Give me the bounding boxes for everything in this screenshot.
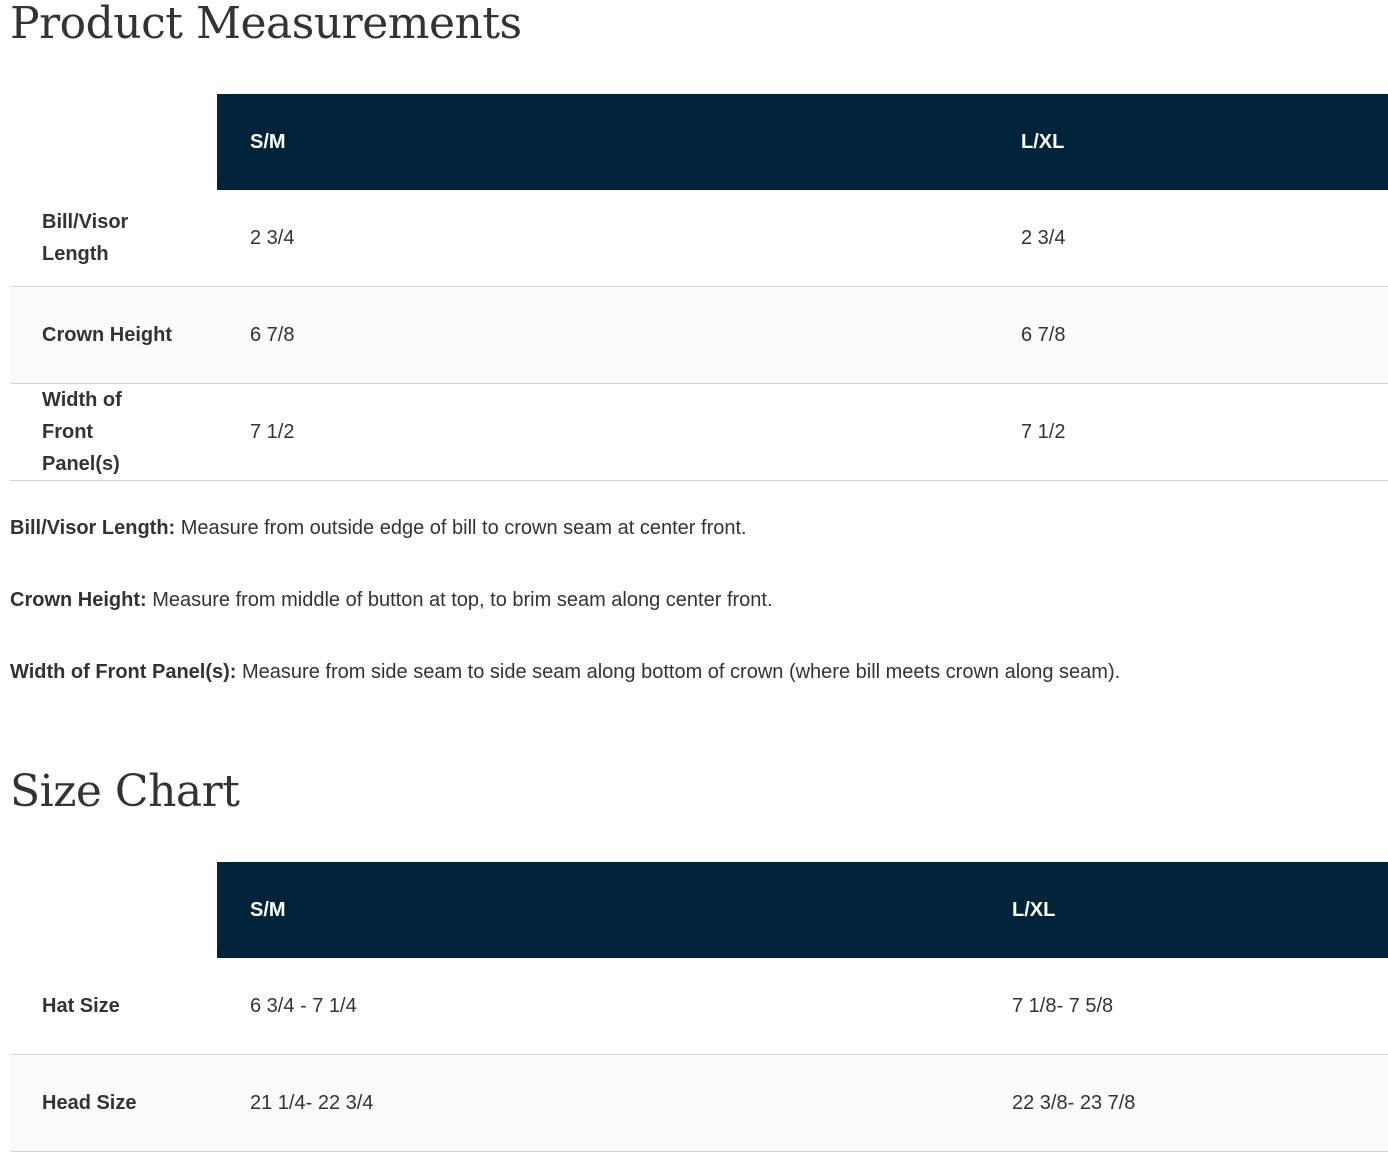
column-header-lxl: L/XL — [988, 94, 1388, 190]
row-label-width-front-panels: Width of Front Panel(s) — [10, 384, 217, 481]
description-term: Bill/Visor Length: — [10, 517, 176, 539]
cell-lxl: 7 1/8- 7 5/8 — [979, 958, 1388, 1055]
description-text: Measure from side seam to side seam along bottom of crown (where bill meets crown along seam). — [236, 661, 1121, 683]
cell-sm: 6 3/4 - 7 1/4 — [217, 958, 979, 1055]
row-label-hat-size: Hat Size — [10, 958, 217, 1055]
measurements-table — [10, 94, 1388, 481]
description-width-front-panels — [10, 661, 1120, 684]
cell-lxl: 22 3/8- 23 7/8 — [979, 1055, 1388, 1152]
cell-sm: 6 7/8 — [217, 287, 988, 384]
table-row — [10, 958, 1388, 1055]
table-row — [10, 190, 1388, 287]
row-label-bill-visor-length: Bill/Visor Length — [10, 190, 217, 287]
description-crown-height — [10, 589, 773, 612]
description-text: Measure from middle of button at top, to brim seam along center front. — [146, 589, 773, 611]
table-header-row — [10, 94, 1388, 190]
description-term: Crown Height: — [10, 589, 147, 611]
description-text: Measure from outside edge of bill to crown seam at center front. — [175, 517, 747, 539]
description-bill-visor-length — [10, 517, 747, 540]
cell-sm: 7 1/2 — [217, 384, 988, 481]
row-label-crown-height: Crown Height — [10, 287, 217, 384]
header-empty-cell — [10, 94, 217, 190]
table-row — [10, 1055, 1388, 1152]
header-empty-cell — [10, 862, 217, 958]
cell-sm: 2 3/4 — [217, 190, 988, 287]
cell-lxl: 2 3/4 — [988, 190, 1388, 287]
size-chart-table — [10, 862, 1388, 1152]
row-label-head-size: Head Size — [10, 1055, 217, 1152]
table-header-row — [10, 862, 1388, 958]
table-row — [10, 384, 1388, 481]
table-row — [10, 287, 1388, 384]
cell-lxl: 6 7/8 — [988, 287, 1388, 384]
column-header-sm: S/M — [217, 94, 988, 190]
product-measurements-title: Product Measurements — [10, 0, 522, 49]
cell-lxl: 7 1/2 — [988, 384, 1388, 481]
size-chart-title: Size Chart — [10, 766, 240, 817]
column-header-lxl: L/XL — [979, 862, 1388, 958]
cell-sm: 21 1/4- 22 3/4 — [217, 1055, 979, 1152]
description-term: Width of Front Panel(s): — [10, 661, 237, 683]
column-header-sm: S/M — [217, 862, 979, 958]
